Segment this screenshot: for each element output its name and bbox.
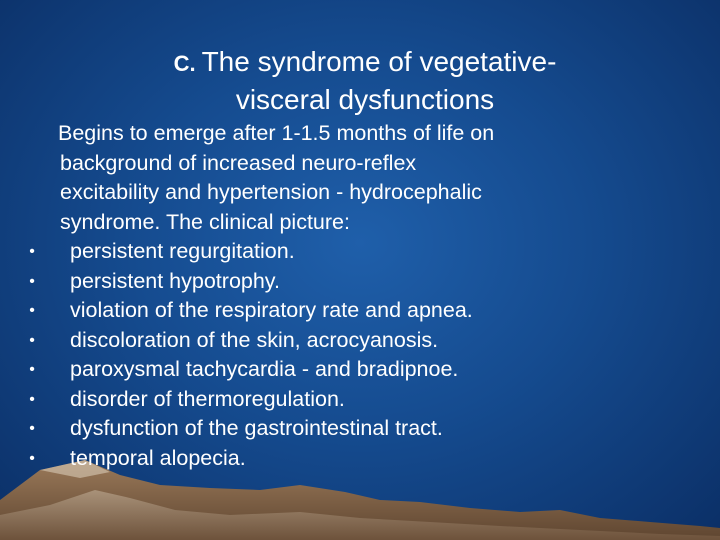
list-item: [26, 326, 706, 356]
title-prefix: C.: [173, 51, 196, 76]
list-item-text: persistent hypotrophy.: [70, 268, 280, 293]
bullet-icon: •: [29, 272, 35, 290]
bullet-icon: •: [29, 420, 35, 437]
list-item: [26, 385, 706, 415]
list-item-text: discoloration of the skin, acrocyanosis.: [70, 327, 439, 352]
list-item-text: disorder of thermoregulation.: [70, 386, 345, 411]
intro-line-4: syndrome. The clinical picture:: [60, 209, 350, 234]
intro-line-2: background of increased neuro-reflex: [60, 150, 417, 175]
list-item-text: persistent regurgitation.: [70, 239, 295, 263]
bullet-icon: •: [29, 331, 35, 349]
bullet-icon: •: [29, 390, 35, 408]
title-text-1: The syndrome of vegetative-: [201, 46, 557, 77]
slide-body: [26, 119, 706, 473]
list-item: [26, 414, 706, 444]
clinical-picture-list: [26, 237, 706, 473]
list-item-text: temporal alopecia.: [70, 445, 246, 470]
list-item-text: violation of the respiratory rate and apnea.: [70, 298, 473, 322]
bullet-icon: •: [29, 243, 35, 260]
list-item: [26, 296, 706, 326]
list-item: [26, 355, 706, 385]
title-line-1: [0, 44, 720, 82]
slide-title: [0, 44, 720, 118]
list-item: [26, 237, 706, 267]
bullet-icon: •: [29, 449, 35, 467]
title-line-2: visceral dysfunctions: [235, 84, 495, 115]
list-item: [26, 444, 706, 474]
bullet-icon: •: [29, 302, 35, 319]
list-item-text: dysfunction of the gastrointestinal tract.: [70, 416, 443, 440]
intro-paragraph: [26, 119, 706, 237]
list-item-text: paroxysmal tachycardia - and bradipnoe.: [70, 357, 459, 381]
intro-line-1: Begins to emerge after 1-1.5 months of life on: [58, 121, 495, 145]
intro-line-3: excitability and hypertension - hydrocephalic: [60, 180, 482, 204]
bullet-icon: •: [29, 361, 35, 378]
list-item: [26, 267, 706, 297]
